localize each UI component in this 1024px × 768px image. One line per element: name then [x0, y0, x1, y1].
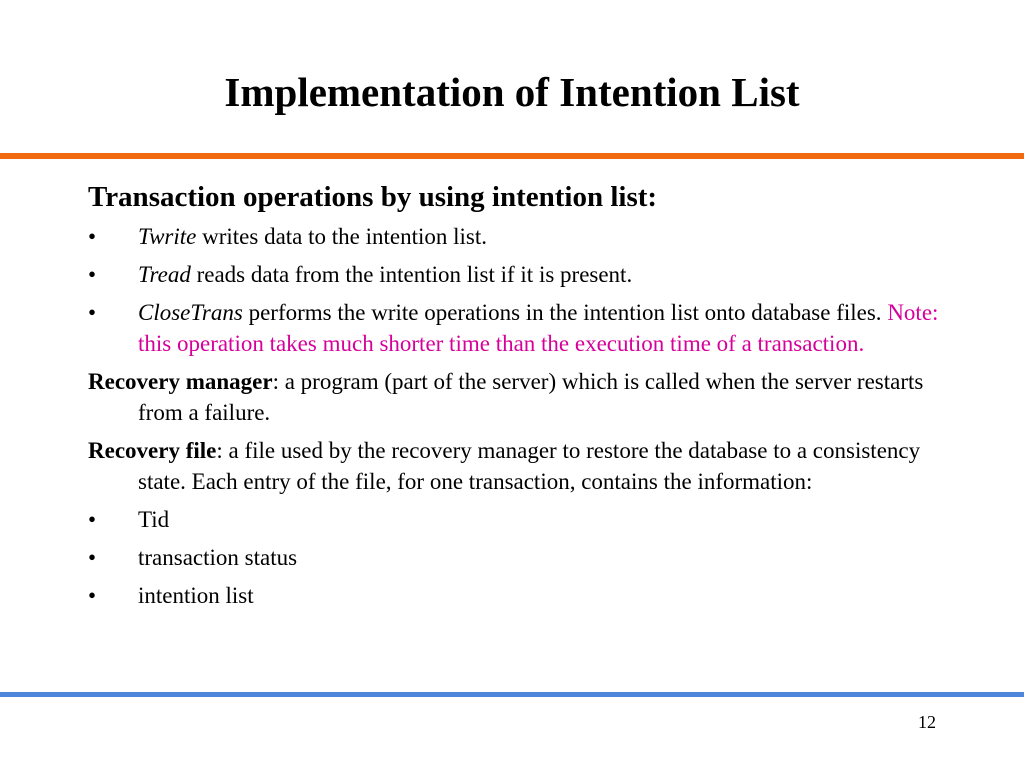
file-entry-item — [88, 504, 948, 535]
definition-text: : a file used by the recovery manager to restore the database to a consistency state. Each entry of the file, for one transaction, contains the information: — [138, 438, 921, 494]
recovery-file-definition — [88, 435, 948, 497]
page-number: 12 — [918, 712, 936, 732]
file-entry-item — [88, 580, 948, 611]
slide-title: Implementation of Intention List — [224, 69, 800, 115]
operation-note: Note: this operation takes much shorter time than the execution time of a transaction. — [138, 300, 939, 356]
bullet-marker: • — [88, 545, 97, 570]
file-entry-label: Tid — [138, 507, 170, 532]
file-entry-label: intention list — [138, 583, 254, 608]
definition-term: Recovery manager — [88, 369, 273, 394]
section-heading: Transaction operations by using intention list: — [88, 181, 658, 213]
operation-description: reads data from the intention list if it is present. — [190, 262, 633, 287]
operation-term: CloseTrans — [138, 300, 243, 325]
operation-description: performs the write operations in the intention list onto database files. — [242, 300, 888, 325]
operation-description: writes data to the intention list. — [196, 224, 488, 249]
operation-term: Twrite — [138, 224, 197, 249]
operation-term: Tread — [138, 262, 191, 287]
top-divider — [0, 153, 1024, 159]
bullet-marker: • — [88, 583, 97, 608]
bullet-marker: • — [88, 262, 97, 287]
file-entry-label: transaction status — [138, 545, 298, 570]
file-entry-item — [88, 542, 948, 573]
bullet-marker: • — [88, 507, 97, 532]
bullet-marker: • — [88, 300, 97, 325]
operation-item-twrite — [88, 221, 948, 252]
definition-term: Recovery file — [88, 438, 217, 463]
definition-text: : a program (part of the server) which is called when the server restarts from a failure. — [138, 369, 924, 425]
operation-item-tread — [88, 259, 948, 290]
slide-content — [88, 177, 948, 618]
bullet-marker: • — [88, 224, 97, 249]
bottom-divider — [0, 692, 1024, 697]
recovery-manager-definition — [88, 366, 948, 428]
operation-item-closetrans — [88, 297, 948, 359]
